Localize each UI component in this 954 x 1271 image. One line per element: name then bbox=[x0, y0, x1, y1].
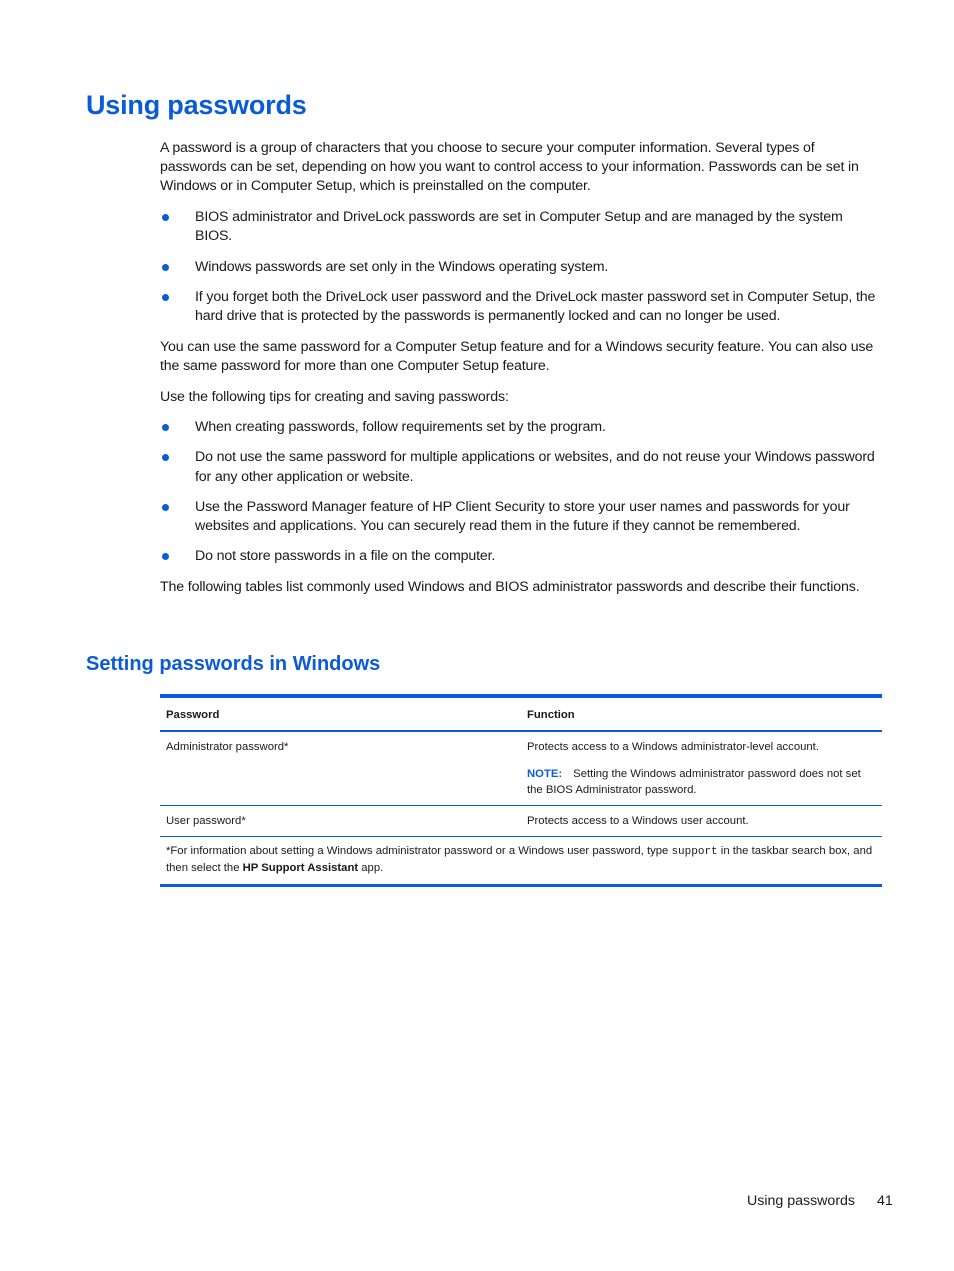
column-header-function: Function bbox=[527, 709, 575, 721]
list-item: Windows passwords are set only in the Windows operating system. bbox=[160, 258, 882, 277]
note bbox=[527, 766, 876, 798]
column-header-password: Password bbox=[166, 709, 220, 721]
bullet-icon bbox=[162, 264, 169, 271]
tips-list bbox=[160, 418, 882, 566]
bullet-icon bbox=[162, 214, 169, 221]
same-password-paragraph: You can use the same password for a Computer Setup feature and for a Windows security feature. You can also use the same password for more than one Computer Setup feature. bbox=[160, 338, 874, 374]
table-row bbox=[160, 732, 882, 806]
table-row bbox=[160, 806, 882, 837]
list-item: When creating passwords, follow requirements set by the program. bbox=[160, 418, 882, 437]
password-cell: User password* bbox=[166, 815, 246, 827]
password-types-list bbox=[160, 208, 882, 326]
bullet-icon bbox=[162, 424, 169, 431]
function-cell bbox=[521, 732, 882, 805]
note-label: NOTE: bbox=[527, 768, 563, 780]
table-header-row bbox=[160, 698, 882, 732]
list-item: If you forget both the DriveLock user password and the DriveLock master password set in Computer Setup, the hard drive that is protected by the passwords is permanently locked and can no longer be used. bbox=[160, 288, 882, 326]
list-item: BIOS administrator and DriveLock passwords are set in Computer Setup and are managed by the system BIOS. bbox=[160, 208, 882, 246]
tips-intro-paragraph: Use the following tips for creating and saving passwords: bbox=[160, 388, 509, 405]
page-number: 41 bbox=[877, 1193, 893, 1209]
function-text: Protects access to a Windows administrator-level account. bbox=[527, 741, 819, 753]
passwords-table bbox=[160, 694, 882, 887]
page-footer bbox=[747, 1193, 893, 1209]
bullet-icon bbox=[162, 553, 169, 560]
list-item: Do not store passwords in a file on the computer. bbox=[160, 547, 882, 566]
intro-paragraph: A password is a group of characters that you choose to secure your computer information. Several types of passwords can be set, depending on how you want to control access to your information. Passwords can be set in Windows or in Computer Setup, which is preinstalled on the computer. bbox=[160, 140, 859, 195]
function-cell: Protects access to a Windows user account. bbox=[527, 815, 749, 827]
page-title: Using passwords bbox=[86, 90, 307, 120]
note-text: Setting the Windows administrator password does not set the BIOS Administrator password. bbox=[527, 768, 861, 796]
bullet-icon bbox=[162, 454, 169, 461]
tables-intro-paragraph: The following tables list commonly used Windows and BIOS administrator passwords and describe their functions. bbox=[160, 578, 860, 595]
list-item: Use the Password Manager feature of HP Client Security to store your user names and passwords for your websites and applications. You can securely read them in the future if they cannot be remembered. bbox=[160, 498, 882, 536]
app-name: HP Support Assistant bbox=[242, 862, 359, 874]
list-item: Do not use the same password for multiple applications or websites, and do not reuse your Windows password for any other application or website. bbox=[160, 448, 882, 486]
body-content bbox=[160, 139, 882, 609]
bullet-icon bbox=[162, 504, 169, 511]
section-heading: Setting passwords in Windows bbox=[86, 653, 381, 675]
code-support: support bbox=[671, 846, 718, 858]
bullet-icon bbox=[162, 294, 169, 301]
password-cell: Administrator password* bbox=[166, 741, 289, 753]
footer-section-title: Using passwords bbox=[747, 1193, 856, 1209]
table-footnote: *For information about setting a Windows administrator password or a Windows user password, type support in the taskbar search box, and then select the HP Support Assistant app. bbox=[166, 845, 873, 874]
